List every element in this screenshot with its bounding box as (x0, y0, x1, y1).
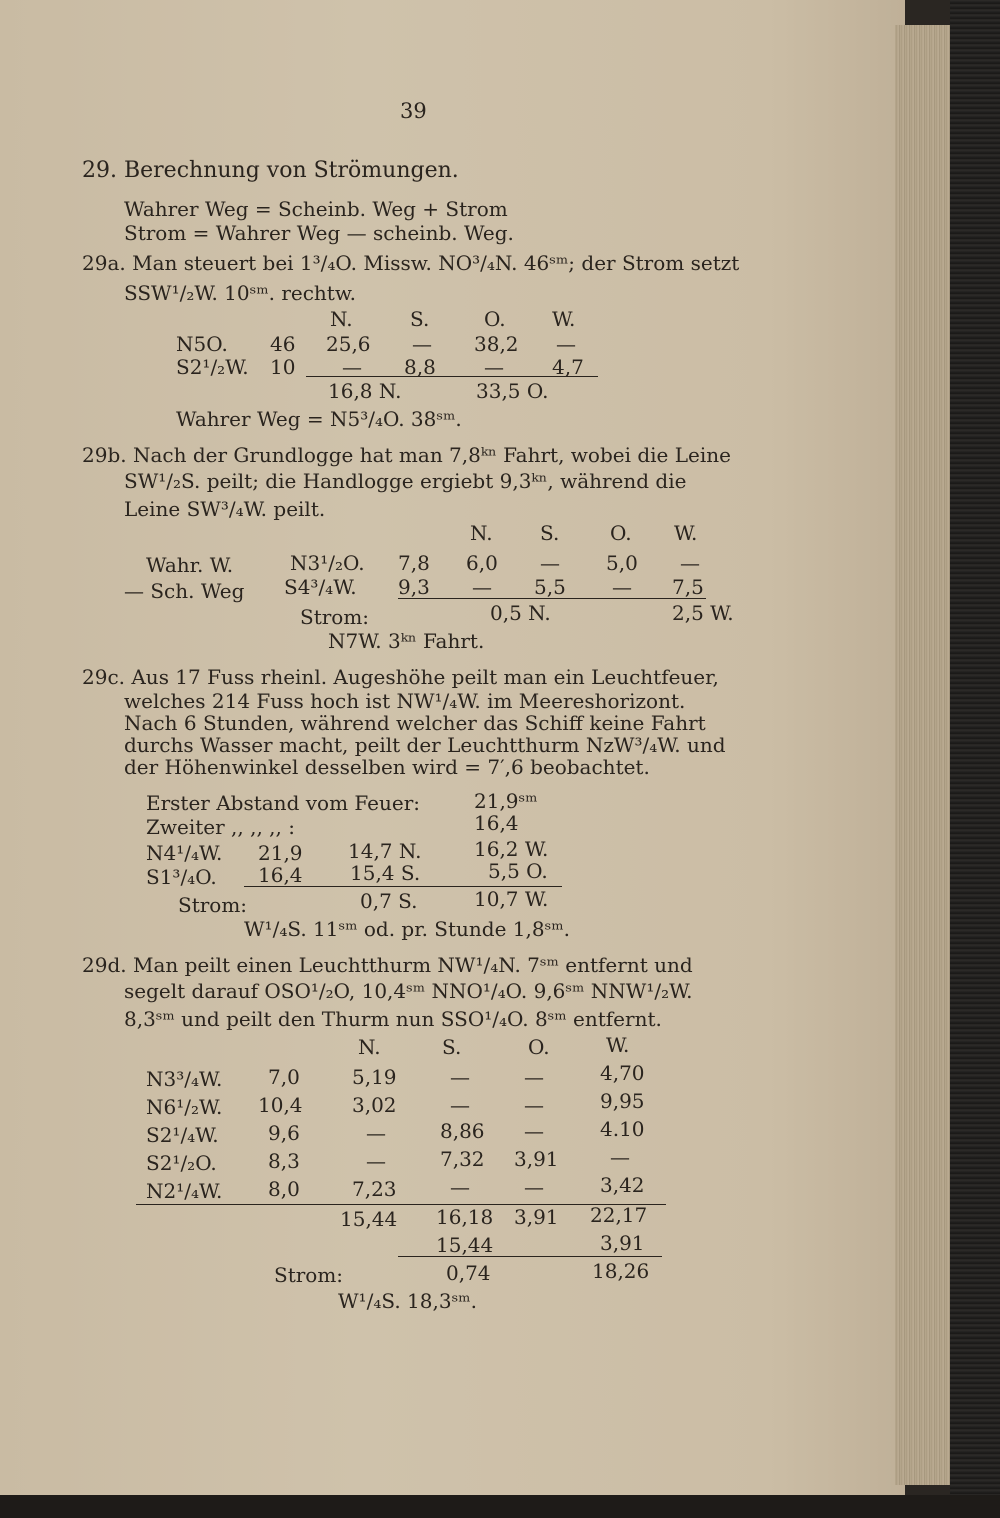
table-29d-header-s: S. (442, 1035, 462, 1059)
table-29d-row2-n: 3,02 (352, 1093, 397, 1117)
table-29a-row2-o: — (484, 355, 504, 379)
bottom-shadow (0, 1495, 1000, 1518)
table-29d-rule-1 (136, 1204, 666, 1205)
table-29d-row4-s: 7,32 (440, 1147, 485, 1171)
table-29a-row1-s: — (412, 332, 432, 356)
section-29d-line-3: 8,3ˢᵐ und peilt den Thurm nun SSO¹/₄O. 8ˢᵐ entfernt. (124, 1007, 662, 1031)
table-29b-strom-n: 0,5 N. (490, 601, 551, 625)
table-29d-row1-s: — (450, 1065, 470, 1089)
table-29d-row4-dist: 8,3 (268, 1149, 300, 1173)
table-29b-row1-w: — (680, 551, 700, 575)
table-29b-header-o: O. (610, 521, 632, 545)
table-29b-header-n: N. (470, 521, 493, 545)
table-29a-header-s: S. (410, 307, 430, 331)
table-29b-row2-s: 5,5 (534, 575, 566, 599)
section-29b-line-1: 29b. Nach der Grundlogge hat man 7,8ᵏⁿ Fahrt, wobei die Leine (82, 443, 731, 467)
table-29d-strom-label: Strom: (274, 1263, 344, 1287)
table-29d-row2-o: — (524, 1093, 544, 1117)
table-29d-row4-o: 3,91 (514, 1147, 559, 1171)
table-29d-row2-course: N6¹/₂W. (146, 1095, 223, 1119)
section-29b-line-2: SW¹/₂S. peilt; die Handlogge ergiebt 9,3ᵏⁿ, während die (124, 469, 687, 493)
table-29c-row2-dist: 16,4 (258, 863, 303, 887)
section-29c-second-label: Zweiter ,, ,, ,, : (146, 815, 295, 839)
table-29d-strom-w: 18,26 (592, 1259, 650, 1283)
section-29c-line-2: welches 214 Fuss hoch ist NW¹/₄W. im Meereshorizont. (124, 689, 686, 713)
table-29d-strom-s: 0,74 (446, 1261, 491, 1285)
table-29d-row1-o: — (524, 1065, 544, 1089)
table-29d-row5-n: 7,23 (352, 1177, 397, 1201)
table-29b-row2-dist: 9,3 (398, 575, 430, 599)
section-29b-line-3: Leine SW³/₄W. peilt. (124, 497, 326, 521)
table-29d-row5-dist: 8,0 (268, 1177, 300, 1201)
book-spine (950, 0, 1000, 1518)
table-29d-row4-w: — (610, 1145, 630, 1169)
section-29-formula-1: Wahrer Weg = Scheinb. Weg + Strom (124, 197, 508, 221)
table-29d-row1-w: 4,70 (600, 1061, 645, 1085)
table-29d-sum2-s: 15,44 (436, 1233, 494, 1257)
table-29a-total-o: 33,5 O. (476, 379, 549, 403)
table-29d-row5-s: — (450, 1175, 470, 1199)
section-29c-line-4: durchs Wasser macht, peilt der Leuchtthurm NzW³/₄W. und (124, 733, 726, 757)
table-29c-strom-ow: 10,7 W. (474, 887, 549, 911)
table-29b-strom-label: Strom: (300, 605, 370, 629)
table-29c-strom-label: Strom: (178, 893, 248, 917)
table-29d-sum1-n: 15,44 (340, 1207, 398, 1231)
section-29c-second-value: 16,4 (474, 811, 519, 835)
section-29c-line-5: der Höhenwinkel desselben wird = 7′,6 beobachtet. (124, 755, 650, 779)
section-29d-line-1: 29d. Man peilt einen Leuchtthurm NW¹/₄N. 7ˢᵐ entfernt und (82, 953, 693, 977)
table-29d-rule-2 (398, 1256, 662, 1257)
table-29d-row5-course: N2¹/₄W. (146, 1179, 223, 1203)
table-29c-row2-course: S1³/₄O. (146, 865, 217, 889)
table-29d-row5-o: — (524, 1175, 544, 1199)
section-29d-result: W¹/₄S. 18,3ˢᵐ. (338, 1289, 477, 1313)
table-29d-row3-w: 4.10 (600, 1117, 645, 1141)
table-29d-row5-w: 3,42 (600, 1173, 645, 1197)
table-29d-header-o: O. (528, 1035, 550, 1059)
table-29b-row1-course: N3¹/₂O. (290, 551, 365, 575)
table-29d-row1-n: 5,19 (352, 1065, 397, 1089)
table-29c-row2-ow: 5,5 O. (488, 859, 548, 883)
table-29a-row1-dist: 46 (270, 332, 296, 356)
table-29d-row3-o: — (524, 1119, 544, 1143)
table-29d-row2-w: 9,95 (600, 1089, 645, 1113)
table-29b-row1-o: 5,0 (606, 551, 638, 575)
section-29b-result: N7W. 3ᵏⁿ Fahrt. (328, 629, 485, 653)
section-29c-result: W¹/₄S. 11ˢᵐ od. pr. Stunde 1,8ˢᵐ. (244, 917, 570, 941)
table-29d-header-w: W. (606, 1033, 630, 1057)
table-29d-row3-s: 8,86 (440, 1119, 485, 1143)
section-29-formula-2: Strom = Wahrer Weg — scheinb. Weg. (124, 221, 514, 245)
section-29a-line-1: 29a. Man steuert bei 1³/₄O. Missw. NO³/₄N. 46ˢᵐ; der Strom setzt (82, 251, 740, 275)
table-29b-row1-s: — (540, 551, 560, 575)
section-29c-line-1: 29c. Aus 17 Fuss rheinl. Augeshöhe peilt man ein Leuchtfeuer, (82, 665, 719, 689)
section-29a-line-2: SSW¹/₂W. 10ˢᵐ. rechtw. (124, 281, 356, 305)
table-29b-row2-n: — (472, 575, 492, 599)
table-29d-header-n: N. (358, 1035, 381, 1059)
table-29a-header-n: N. (330, 307, 353, 331)
table-29a-row1-o: 38,2 (474, 332, 519, 356)
section-29a-result: Wahrer Weg = N5³/₄O. 38ˢᵐ. (176, 407, 462, 431)
table-29d-row4-n: — (366, 1149, 386, 1173)
table-29b-header-w: W. (674, 521, 698, 545)
table-29b-row1-label: Wahr. W. (146, 553, 234, 577)
table-29c-row1-dist: 21,9 (258, 841, 303, 865)
table-29d-sum1-s: 16,18 (436, 1205, 494, 1229)
section-29c-line-3: Nach 6 Stunden, während welcher das Schiff keine Fahrt (124, 711, 706, 735)
table-29d-row1-course: N3³/₄W. (146, 1067, 223, 1091)
table-29c-row1-ns: 14,7 N. (348, 839, 422, 863)
table-29c-row1-course: N4¹/₄W. (146, 841, 223, 865)
table-29a-row2-dist: 10 (270, 355, 296, 379)
table-29c-row2-ns: 15,4 S. (350, 861, 421, 885)
section-29-title: 29. Berechnung von Strömungen. (82, 158, 459, 183)
table-29b-row1-dist: 7,8 (398, 551, 430, 575)
section-29d-line-2: segelt darauf OSO¹/₂O, 10,4ˢᵐ NNO¹/₄O. 9,6ˢᵐ NNW¹/₂W. (124, 979, 693, 1003)
table-29b-row2-o: — (612, 575, 632, 599)
table-29a-header-o: O. (484, 307, 506, 331)
page-edges (895, 25, 950, 1485)
page-number: 39 (400, 99, 427, 123)
table-29b-strom-w: 2,5 W. (672, 601, 734, 625)
table-29c-strom-ns: 0,7 S. (360, 889, 418, 913)
table-29a-row1-w: — (556, 332, 576, 356)
table-29d-sum2-w: 3,91 (600, 1231, 645, 1255)
table-29a-row2-w: 4,7 (552, 355, 584, 379)
table-29a-rule (306, 376, 598, 377)
table-29d-row3-n: — (366, 1121, 386, 1145)
table-29d-sum1-w: 22,17 (590, 1203, 648, 1227)
table-29a-row2-s: 8,8 (404, 355, 436, 379)
table-29d-row4-course: S2¹/₂O. (146, 1151, 217, 1175)
table-29b-header-s: S. (540, 521, 560, 545)
table-29d-row2-s: — (450, 1093, 470, 1117)
table-29c-row1-ow: 16,2 W. (474, 837, 549, 861)
table-29d-row3-dist: 9,6 (268, 1121, 300, 1145)
table-29b-row2-course: S4³/₄W. (284, 575, 357, 599)
table-29d-row1-dist: 7,0 (268, 1065, 300, 1089)
table-29a-row2-course: S2¹/₂W. (176, 355, 249, 379)
table-29a-row1-course: N5O. (176, 332, 228, 356)
table-29d-row3-course: S2¹/₄W. (146, 1123, 219, 1147)
table-29a-row2-n: — (342, 355, 362, 379)
table-29b-row2-label: — Sch. Weg (124, 579, 245, 603)
table-29b-rule (398, 598, 706, 599)
section-29c-first-value: 21,9ˢᵐ (474, 789, 538, 813)
table-29a-total-n: 16,8 N. (328, 379, 402, 403)
table-29a-header-w: W. (552, 307, 576, 331)
table-29a-row1-n: 25,6 (326, 332, 371, 356)
table-29d-row2-dist: 10,4 (258, 1093, 303, 1117)
table-29d-sum1-o: 3,91 (514, 1205, 559, 1229)
table-29b-row2-w: 7,5 (672, 575, 704, 599)
section-29c-first-label: Erster Abstand vom Feuer: (146, 791, 421, 815)
table-29b-row1-n: 6,0 (466, 551, 498, 575)
